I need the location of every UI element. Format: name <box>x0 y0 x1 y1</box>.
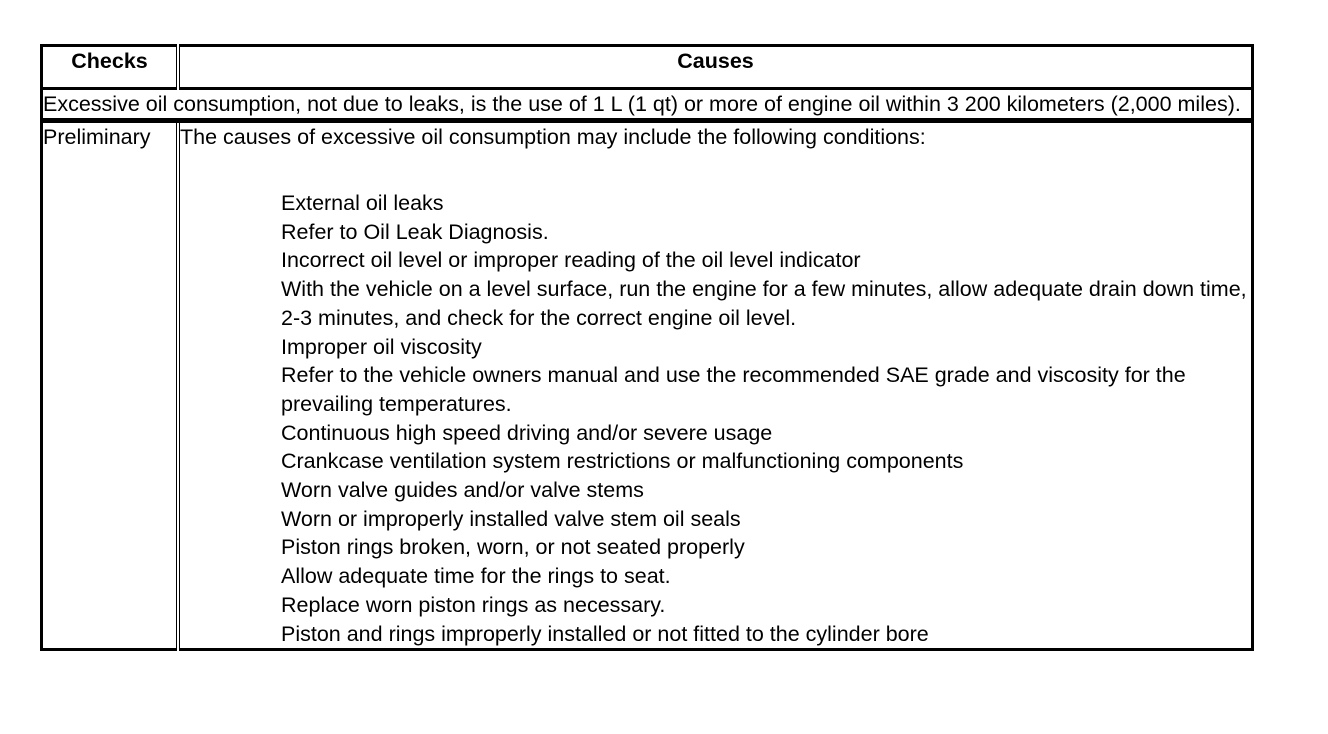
checks-column-header: Checks <box>42 46 179 89</box>
header-row <box>42 46 1253 89</box>
list-item: Incorrect oil level or improper reading of the oil level indicator <box>281 248 861 273</box>
list-item: With the vehicle on a level surface, run the engine for a few minutes, allow adequate drain down time, 2-3 minutes, and check for the correct engine oil level. <box>281 277 1247 330</box>
list-item: Worn valve guides and/or valve stems <box>281 478 644 503</box>
list-item: External oil leaks <box>281 191 444 215</box>
check-step-label: Preliminary <box>42 121 179 650</box>
list-item: Replace worn piston rings as necessary. <box>281 592 666 617</box>
causes-column-header: Causes <box>178 46 1253 89</box>
list-item: Refer to the vehicle owners manual and use the recommended SAE grade and viscosity for the prevailing temperatures. <box>281 363 1186 416</box>
causes-cell <box>178 121 1253 650</box>
list-item: Worn or improperly installed valve stem oil seals <box>281 506 741 531</box>
list-item: Allow adequate time for the rings to seat. <box>281 564 671 589</box>
list-item: Refer to Oil Leak Diagnosis. <box>281 219 549 244</box>
intro-row <box>42 89 1253 121</box>
list-item: Piston rings broken, worn, or not seated properly <box>281 535 745 560</box>
causes-lead-text: The causes of excessive oil consumption may include the following conditions: <box>180 125 926 149</box>
list-item: Crankcase ventilation system restrictions or malfunctioning components <box>281 449 964 474</box>
list-item: Piston and rings improperly installed or not fitted to the cylinder bore <box>281 621 929 646</box>
diagnosis-table <box>40 44 1254 651</box>
table-row <box>42 121 1253 650</box>
intro-text: Excessive oil consumption, not due to leaks, is the use of 1 L (1 qt) or more of engine oil within 3 200 kilometers (2,000 miles). <box>42 89 1253 121</box>
list-item: Continuous high speed driving and/or severe usage <box>281 420 773 445</box>
list-item: Improper oil viscosity <box>281 334 482 359</box>
causes-list <box>180 189 1251 648</box>
